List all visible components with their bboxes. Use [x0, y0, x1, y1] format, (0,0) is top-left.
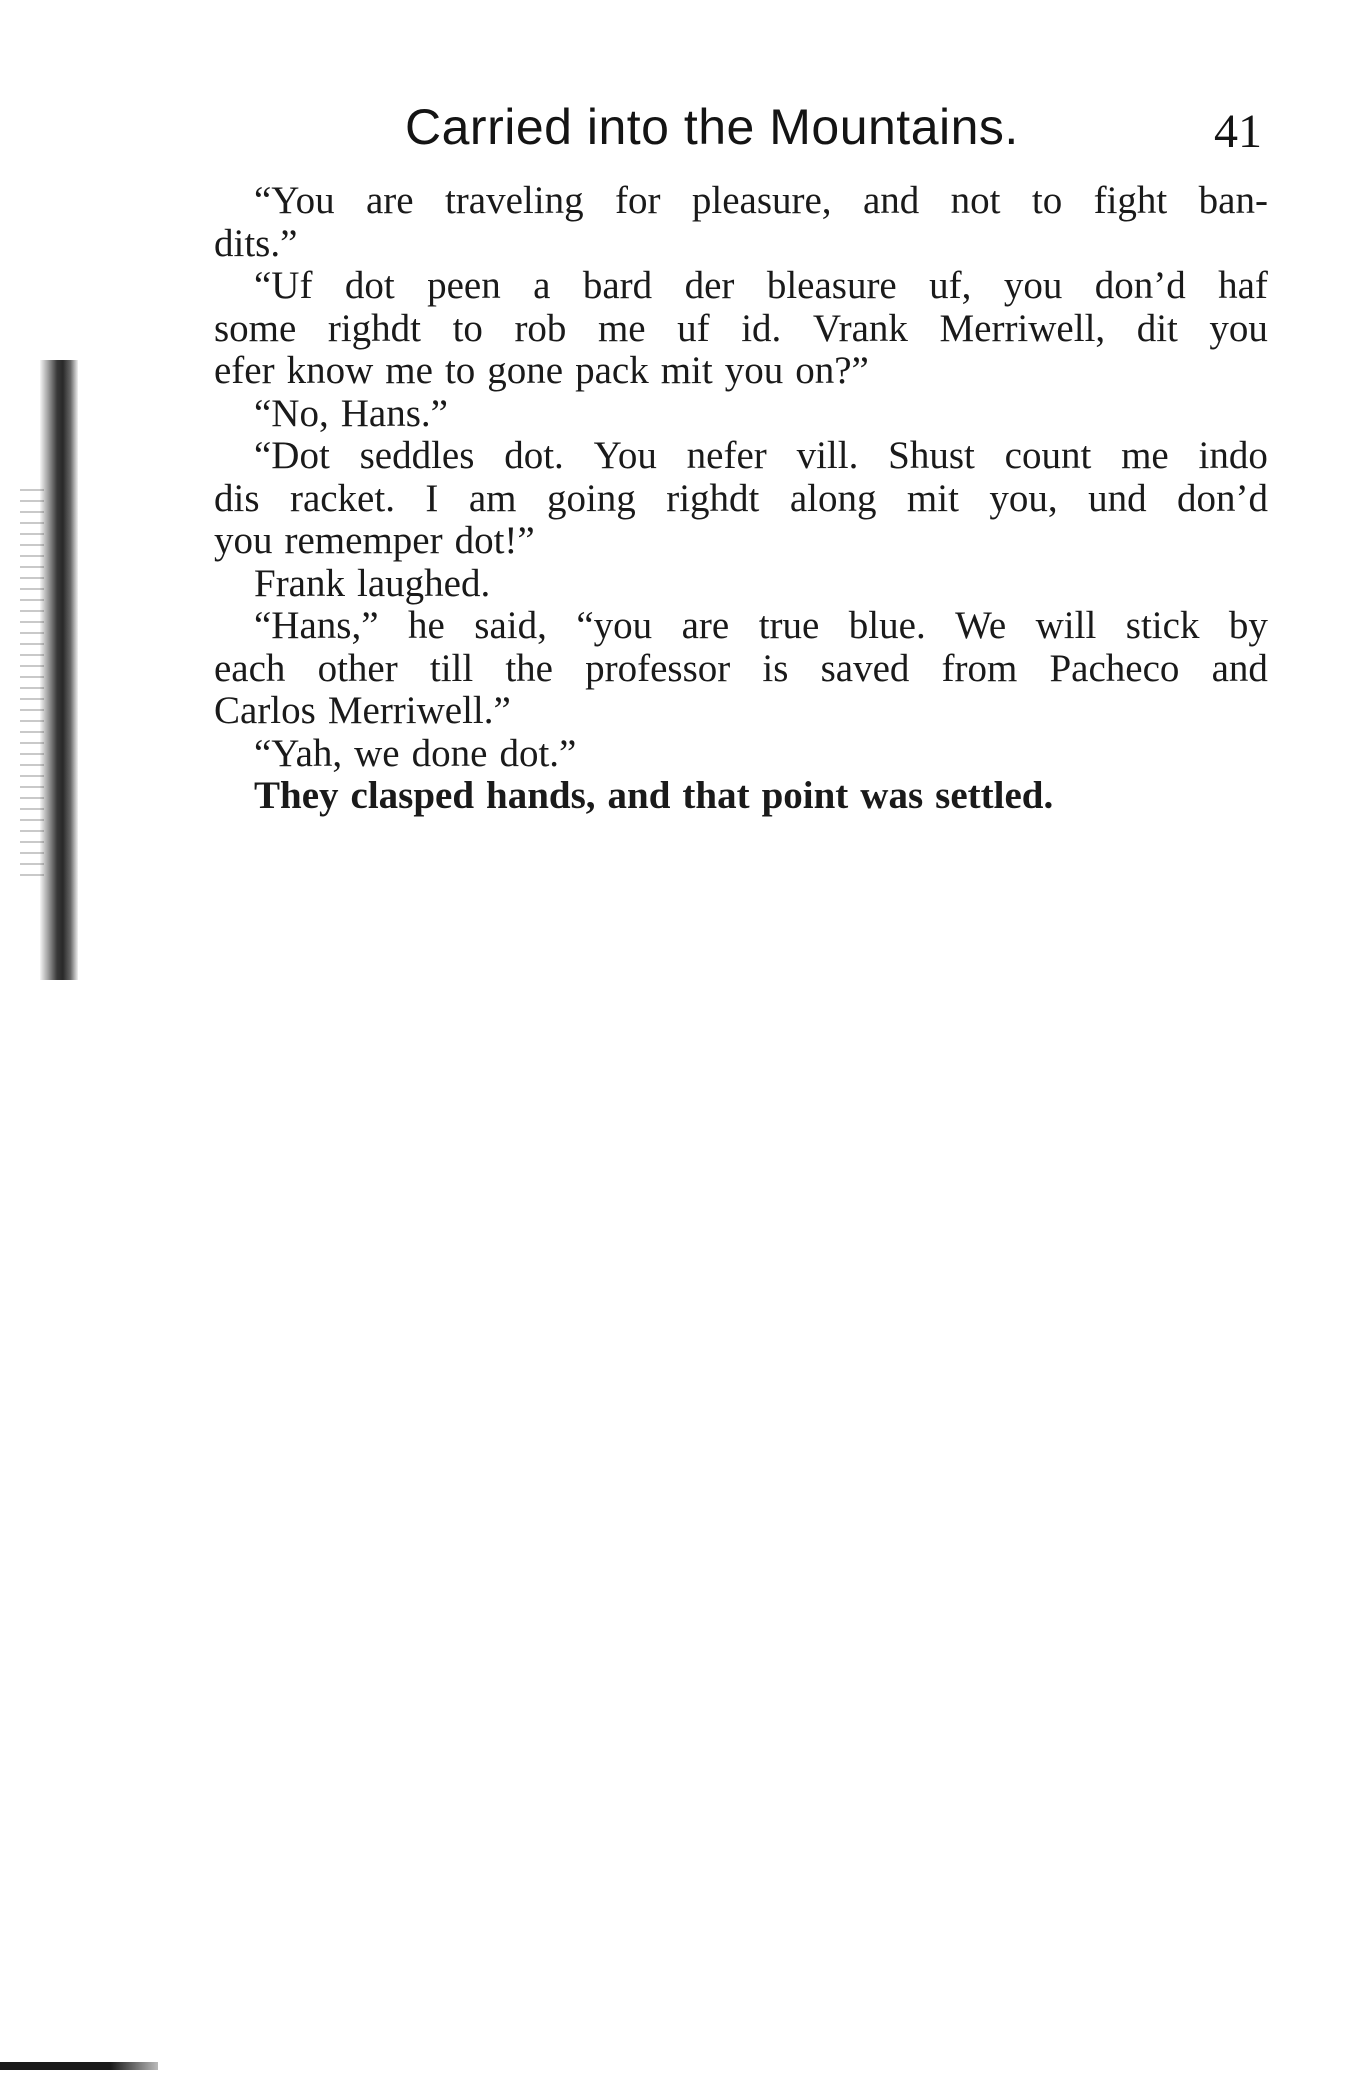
word: he	[408, 604, 445, 647]
word: dit	[1136, 306, 1178, 350]
word: rememper	[284, 519, 443, 562]
word: pack	[575, 349, 649, 392]
text-line	[214, 605, 1268, 648]
body-text	[214, 180, 1268, 818]
word: Vrank	[812, 306, 908, 350]
word: dot.	[504, 434, 564, 477]
text-line	[214, 265, 1268, 308]
word: dot	[344, 264, 395, 307]
word: racket.	[289, 476, 395, 520]
word: will	[1035, 604, 1097, 647]
word: ban-	[1198, 179, 1268, 222]
word: said,	[474, 604, 547, 647]
text-line	[214, 563, 1268, 606]
word: settled.	[935, 774, 1054, 817]
word: dot.”	[499, 731, 577, 775]
word: Shust	[888, 434, 975, 477]
word: know	[286, 349, 374, 392]
word: Hans.”	[340, 391, 448, 435]
word: gone	[487, 349, 564, 392]
word: “you	[576, 604, 653, 647]
word: laughed.	[357, 561, 491, 605]
word: by	[1228, 604, 1268, 647]
text-line	[214, 520, 1268, 563]
word: don’d	[1177, 476, 1268, 520]
word: are	[681, 604, 730, 647]
text-line	[214, 180, 1268, 223]
word: id.	[741, 306, 782, 350]
text-line	[214, 733, 1268, 776]
word: pleasure,	[691, 179, 832, 222]
word: Frank	[254, 561, 345, 605]
word: to	[444, 349, 476, 392]
running-title: Carried into the Mountains.	[405, 99, 1019, 155]
word: some	[214, 306, 297, 350]
word: You	[593, 434, 657, 477]
word: that	[682, 774, 750, 817]
word: hands,	[486, 774, 596, 817]
word: dits.”	[214, 221, 298, 265]
binding-shadow	[40, 360, 78, 980]
text-line	[214, 648, 1268, 691]
word: we	[354, 731, 400, 775]
word: the	[505, 646, 553, 690]
word: am	[468, 476, 517, 520]
word: mit	[660, 349, 713, 392]
word: are	[365, 179, 414, 222]
word: me	[385, 349, 433, 392]
word: is	[762, 646, 789, 690]
text-line	[214, 435, 1268, 478]
page-number: 41	[1214, 105, 1262, 158]
word: don’d	[1094, 264, 1186, 307]
word: you,	[989, 476, 1058, 520]
word: seddles	[359, 434, 475, 477]
text-line	[214, 350, 1268, 393]
word: efer	[214, 349, 275, 392]
word: me	[1121, 434, 1169, 477]
text-line	[214, 308, 1268, 351]
text-line	[214, 478, 1268, 521]
word: und	[1088, 476, 1147, 520]
word: on?”	[795, 349, 869, 392]
text-line	[214, 223, 1268, 266]
word: righdt	[666, 476, 760, 520]
word: and	[1211, 646, 1268, 690]
word: me	[597, 306, 646, 350]
word: till	[429, 646, 474, 690]
word: fight	[1093, 179, 1168, 222]
word: you	[214, 519, 273, 562]
word: from	[941, 646, 1018, 690]
binding-specks	[20, 480, 44, 880]
word: rob	[514, 306, 567, 350]
word: each	[214, 646, 286, 690]
word: Merriwell.”	[327, 689, 511, 732]
word: dis	[214, 476, 260, 520]
word: Carlos	[214, 689, 316, 732]
word: you	[1209, 306, 1268, 350]
word: professor	[585, 646, 731, 690]
word: along	[789, 476, 877, 520]
word: mit	[906, 476, 959, 520]
word: bleasure	[766, 264, 897, 307]
word: you	[724, 349, 784, 392]
word: stick	[1125, 604, 1200, 647]
word: dot!”	[454, 519, 535, 562]
word: true	[758, 604, 820, 647]
word: haf	[1218, 264, 1268, 307]
word: to	[452, 306, 483, 350]
word: was	[860, 774, 924, 817]
word: and	[862, 179, 920, 222]
word: to	[1031, 179, 1063, 222]
scan-edge-mark	[0, 2062, 158, 2070]
word: der	[684, 264, 735, 307]
word: uf,	[929, 264, 972, 307]
word: “Yah,	[254, 731, 343, 775]
word: peen	[427, 264, 501, 307]
word: “Dot	[254, 434, 330, 477]
word: not	[950, 179, 1001, 222]
word: “Hans,”	[254, 604, 379, 647]
word: you	[1003, 264, 1063, 307]
word: indo	[1198, 434, 1268, 477]
word: nefer	[686, 434, 767, 477]
word: vill.	[796, 434, 859, 477]
word: Pacheco	[1049, 646, 1180, 690]
word: count	[1004, 434, 1092, 477]
word: They	[254, 774, 339, 817]
word: other	[317, 646, 398, 690]
word: blue.	[848, 604, 926, 647]
word: clasped	[350, 774, 475, 817]
word: “No,	[254, 391, 329, 435]
word: We	[955, 604, 1007, 647]
word: “You	[254, 179, 335, 222]
word: I	[425, 476, 439, 520]
word: Merriwell,	[939, 306, 1106, 350]
word: saved	[820, 646, 910, 690]
text-line	[214, 690, 1268, 733]
word: point	[761, 774, 849, 817]
word: traveling	[444, 179, 584, 222]
text-line	[214, 775, 1268, 818]
word: righdt	[327, 306, 422, 350]
word: “Uf	[254, 264, 313, 307]
word: bard	[582, 264, 653, 307]
text-line	[214, 393, 1268, 436]
word: going	[546, 476, 636, 520]
word: and	[607, 774, 671, 817]
word: for	[614, 179, 661, 222]
word: a	[533, 264, 551, 307]
word: done	[411, 731, 488, 775]
word: uf	[677, 306, 710, 350]
